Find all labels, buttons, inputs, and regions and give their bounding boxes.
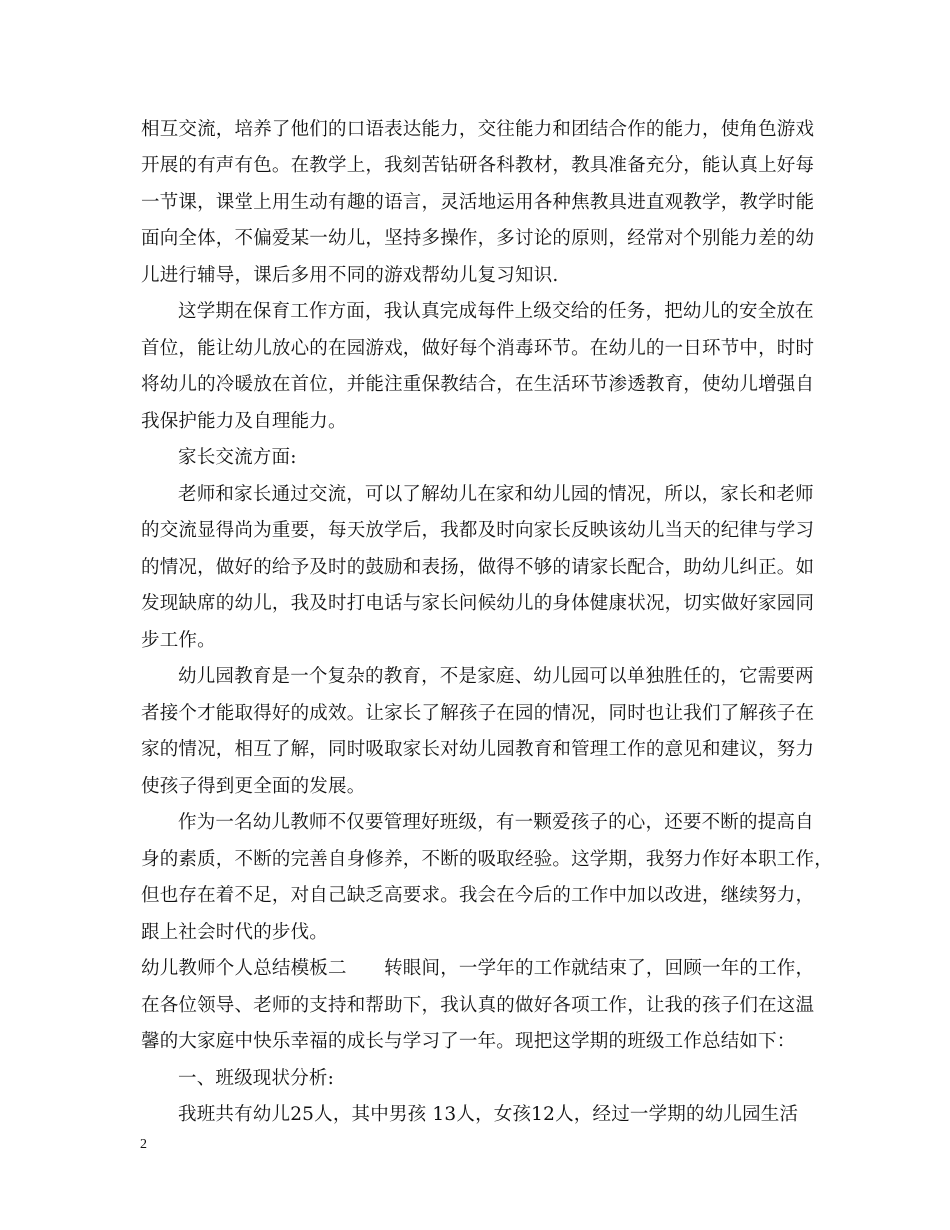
text-line: 幼儿园教育是一个复杂的教育，不是家庭、幼儿园可以单独胜任的，它需要两 — [178, 666, 814, 687]
text-line: 步工作。 — [141, 630, 216, 651]
text-line: 作为一名幼儿教师不仅要管理好班级，有一颗爱孩子的心，还要不断的提高自 — [178, 812, 814, 833]
section-heading: 家长交流方面: — [178, 447, 297, 468]
text-line: 老师和家长通过交流，可以了解幼儿在家和幼儿园的情况，所以，家长和老师 — [178, 484, 814, 505]
text-line: 在各位领导、老师的支持和帮助下，我认真的做好各项工作，让我的孩子们在这温 — [141, 995, 815, 1016]
text-line: 跟上社会时代的步伐。 — [141, 922, 329, 943]
text-line: 面向全体，不偏爱某一幼儿，坚持多操作，多讨论的原则，经常对个别能力差的幼 — [141, 228, 815, 249]
text-line: 一节课，课堂上用生动有趣的语言，灵活地运用各种焦教具进直观教学，教学时能 — [141, 192, 815, 213]
text-line: 将幼儿的冷暖放在首位，并能注重保教结合，在生活环节渗透教育，使幼儿增强自 — [141, 374, 815, 395]
text-line: 首位，能让幼儿放心的在园游戏，做好每个消毒环节。在幼儿的一日环节中，时时 — [141, 338, 815, 359]
text-line: 者接个才能取得好的成效。让家长了解孩子在园的情况，同时也让我们了解孩子在 — [141, 703, 815, 724]
text-line: 开展的有声有色。在教学上，我刻苦钻研各科教材，教具准备充分，能认真上好每 — [141, 155, 815, 176]
text-line: 我班共有幼儿25人，其中男孩 13人，女孩12人，经过一学期的幼儿园生活 — [178, 1104, 799, 1125]
text-line: 相互交流，培养了他们的口语表达能力，交往能力和团结合作的能力，使角色游戏 — [141, 119, 815, 140]
text-line: 的交流显得尚为重要，每天放学后，我都及时向家长反映该幼儿当天的纪律与学习 — [141, 520, 815, 541]
text-line: 儿进行辅导，课后多用不同的游戏帮幼儿复习知识. — [141, 265, 559, 286]
text-line: 幼儿教师个人总结模板二 转眼间，一学年的工作就结束了，回顾一年的工作， — [141, 958, 815, 979]
text-line: 我保护能力及自理能力。 — [141, 411, 347, 432]
section-heading: 一、班级现状分析: — [178, 1068, 335, 1089]
text-line: 馨的大家庭中快乐幸福的成长与学习了一年。现把这学期的班级工作总结如下： — [141, 1031, 796, 1052]
text-line: 但也存在着不足，对自己缺乏高要求。我会在今后的工作中加以改进，继续努力， — [141, 885, 815, 906]
text-line: 的情况，做好的给予及时的鼓励和表扬，做得不够的请家长配合，助幼儿纠正。如 — [141, 557, 815, 578]
text-line: 家的情况，相互了解，同时吸取家长对幼儿园教育和管理工作的意见和建议，努力 — [141, 739, 815, 760]
text-line: 这学期在保育工作方面，我认真完成每件上级交给的任务，把幼儿的安全放在 — [178, 301, 814, 322]
text-line: 发现缺席的幼儿，我及时打电话与家长问候幼儿的身体健康状况，切实做好家园同 — [141, 593, 815, 614]
text-line: 使孩子得到更全面的发展。 — [141, 776, 366, 797]
page-number: 2 — [140, 1137, 147, 1152]
text-line: 身的素质，不断的完善自身修养，不断的吸取经验。这学期，我努力作好本职工作， — [141, 849, 833, 870]
